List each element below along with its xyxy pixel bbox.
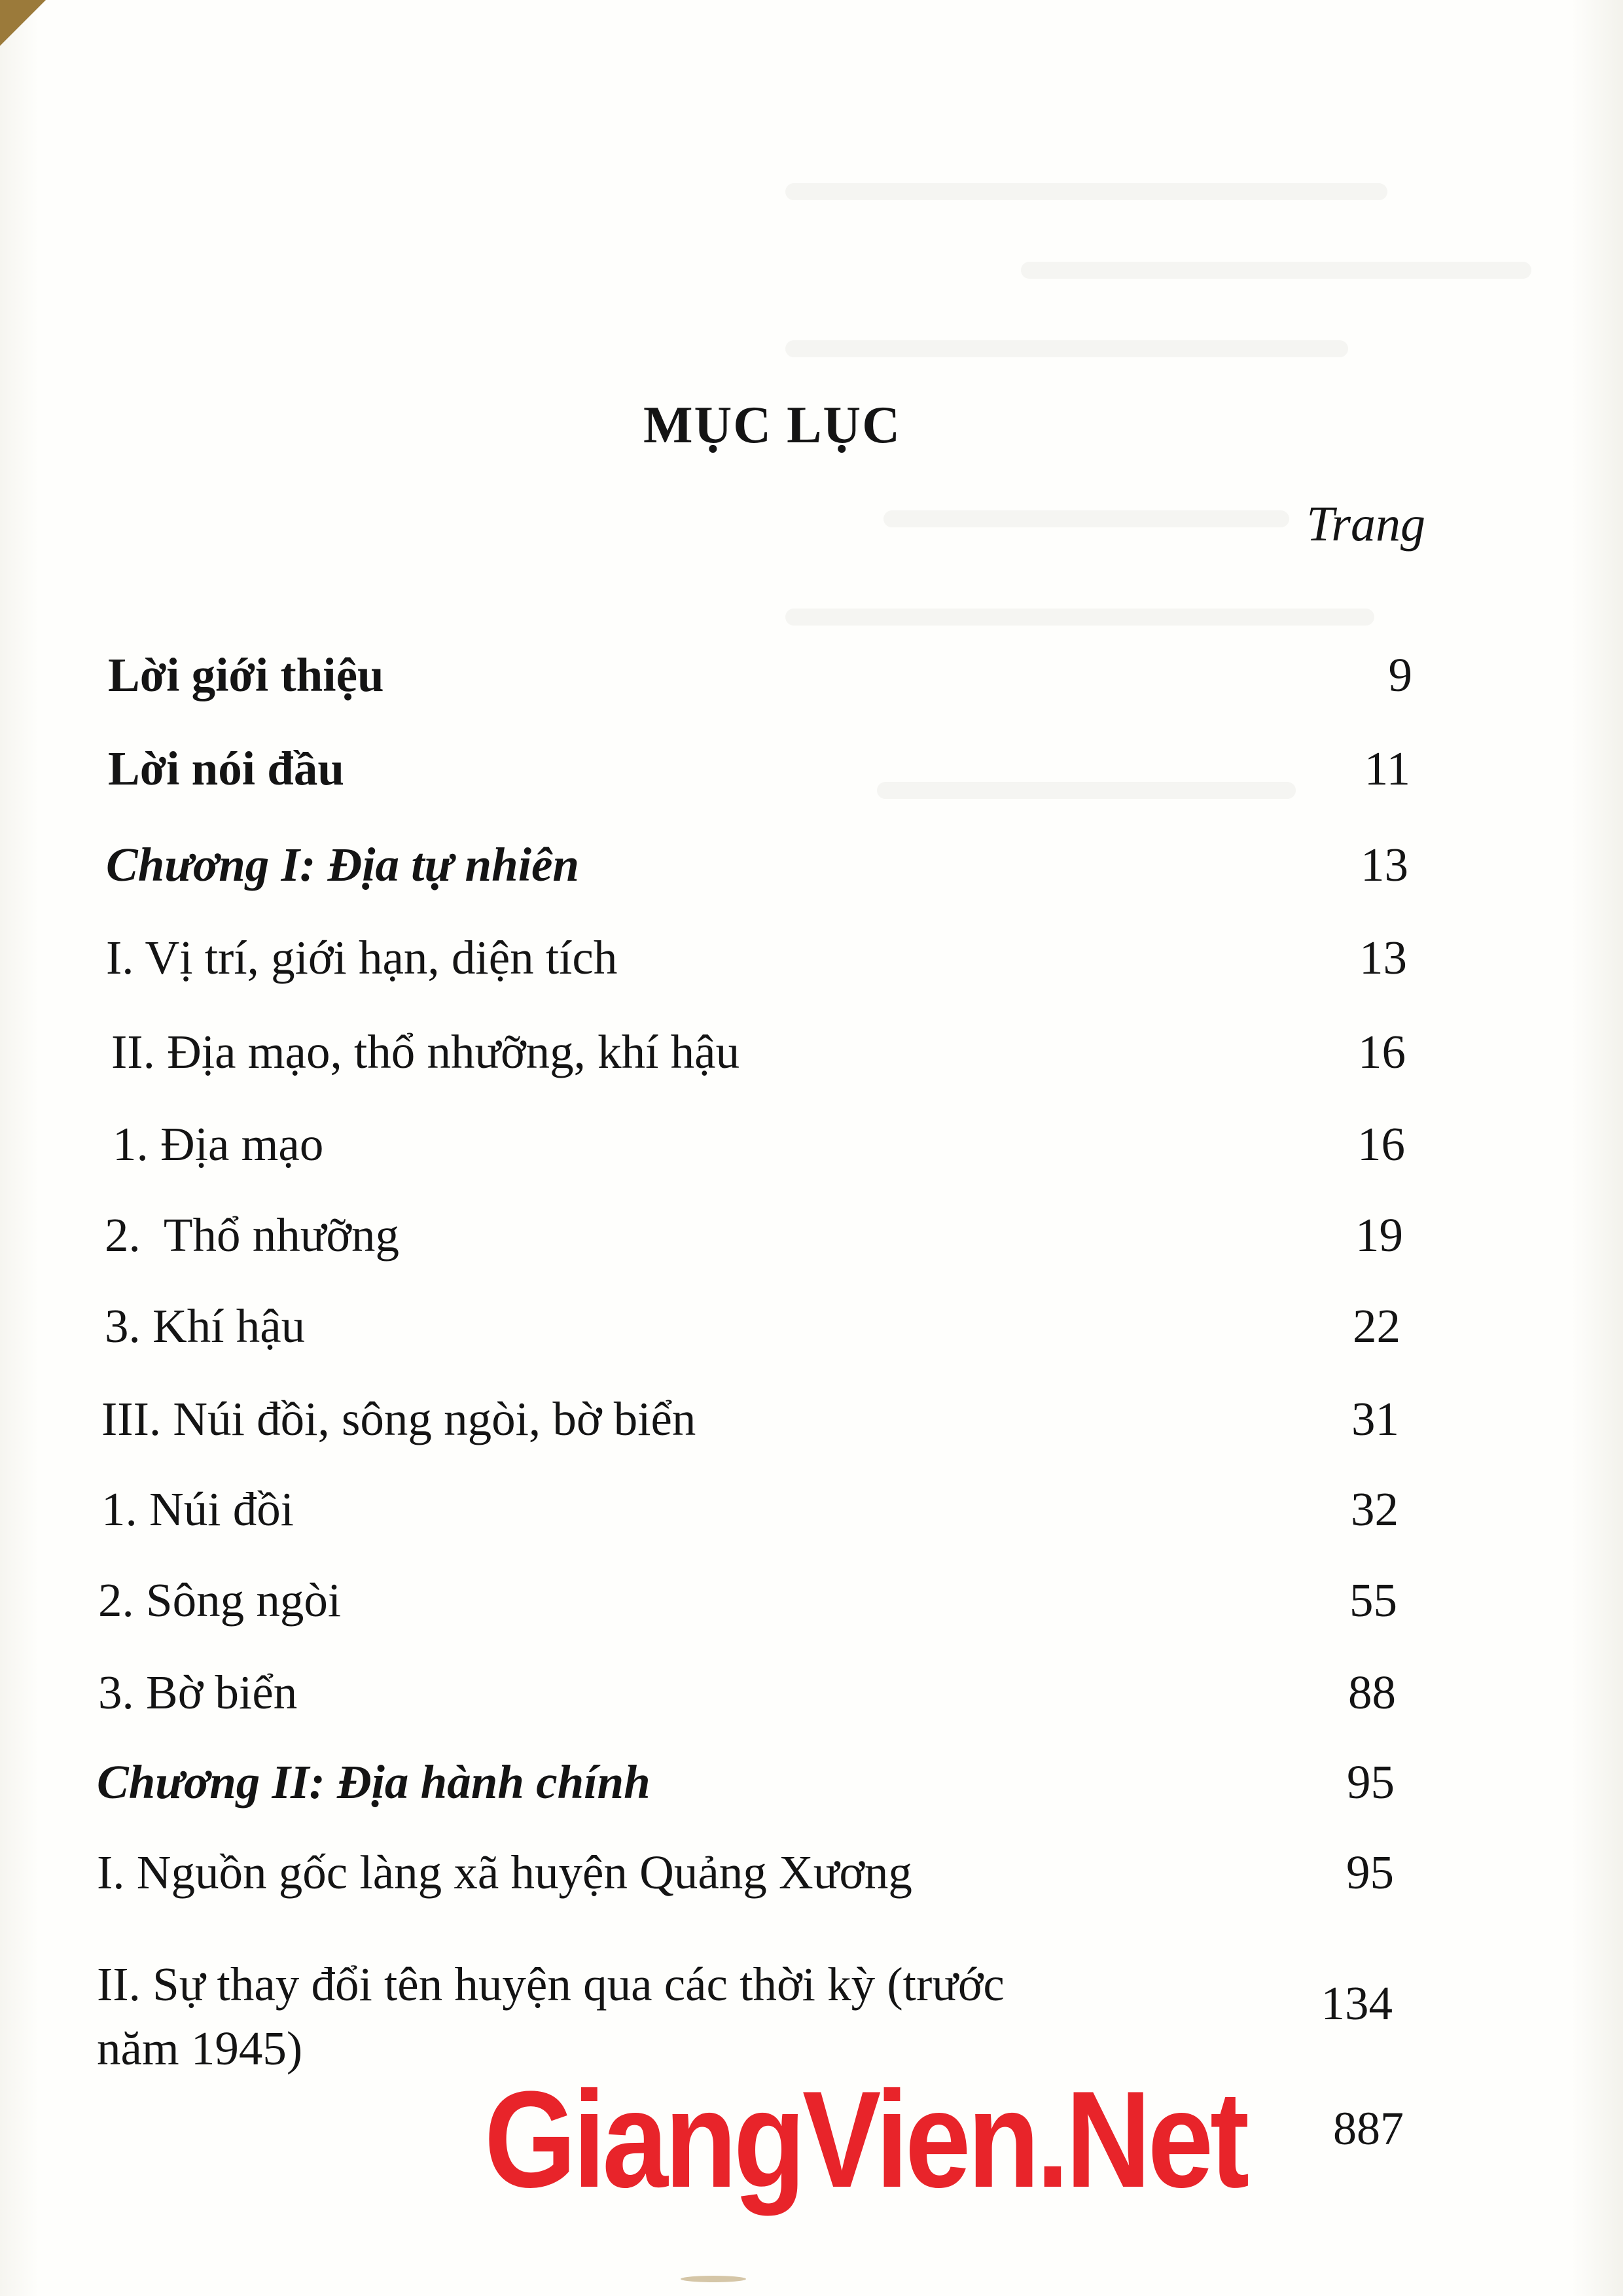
toc-entry — [98, 1665, 1396, 1731]
toc-entry-title: II. Sự thay đổi tên huyện qua các thời kỳ (trước năm 1945) — [97, 1958, 1005, 2075]
toc-heading: MỤC LỤC — [643, 397, 901, 454]
toc-entry-page: 134 — [1321, 1977, 1393, 2030]
toc-entry — [98, 1573, 1397, 1638]
show-through-line — [785, 340, 1348, 357]
toc-entry-title: I. Nguồn gốc làng xã huyện Quảng Xương — [97, 1846, 912, 1899]
toc-entry-title: I. Vị trí, giới hạn, diện tích — [106, 931, 618, 984]
watermark-logo: GiangVien.Net — [484, 2062, 1246, 2216]
toc-entry-title: Lời nói đầu — [108, 742, 344, 795]
toc-entry — [101, 1392, 1399, 1457]
toc-entry-page: 31 — [1351, 1392, 1399, 1445]
toc-entry — [97, 1845, 1394, 1911]
page-number: 887 — [1333, 2102, 1404, 2155]
toc-entry-page: 22 — [1353, 1299, 1400, 1352]
toc-entry-title: Lời giới thiệu — [108, 648, 384, 701]
page-corner-mark — [0, 0, 46, 46]
toc-entry-page: 9 — [1388, 648, 1412, 701]
toc-entry-title: 1. Địa mạo — [113, 1118, 324, 1171]
toc-entry-title: 2. Thổ nhưỡng — [105, 1209, 399, 1262]
toc-entry-page: 88 — [1348, 1666, 1396, 1719]
toc-chapter-title: Chương II: Địa hành chính — [97, 1756, 651, 1809]
toc-entry-page: 32 — [1351, 1483, 1399, 1536]
show-through-line — [1021, 262, 1531, 279]
toc-entry — [101, 1482, 1399, 1547]
toc-entry-page: 95 — [1347, 1756, 1395, 1809]
toc-entry — [106, 930, 1407, 996]
toc-entry — [111, 1025, 1406, 1090]
toc-entry-page: 55 — [1349, 1574, 1397, 1627]
toc-entry-title: III. Núi đồi, sông ngòi, bờ biển — [101, 1392, 696, 1445]
show-through-line — [785, 183, 1387, 200]
toc-chapter-title: Chương I: Địa tự nhiên — [106, 838, 580, 891]
toc-entry-page: 13 — [1359, 931, 1407, 984]
toc-entry-title: 3. Bờ biển — [98, 1666, 298, 1719]
toc-entry — [105, 1208, 1403, 1273]
toc-entry — [97, 1958, 1393, 2075]
toc-chapter — [106, 838, 1408, 903]
toc-entry — [108, 741, 1410, 807]
page-column-label: Trang — [1306, 497, 1425, 552]
toc-entry-page: 13 — [1361, 838, 1408, 891]
toc-entry-title: 3. Khí hậu — [105, 1299, 306, 1352]
page-smudge — [681, 2276, 746, 2282]
toc-entry-page: 19 — [1355, 1209, 1403, 1262]
toc-chapter — [97, 1755, 1395, 1820]
toc-entry-title: 1. Núi đồi — [101, 1483, 294, 1536]
toc-entry — [113, 1117, 1405, 1182]
toc-entry-page: 16 — [1358, 1025, 1406, 1078]
toc-entry — [108, 648, 1412, 713]
toc-entry-page: 16 — [1357, 1118, 1405, 1171]
show-through-line — [785, 609, 1374, 626]
show-through-line — [883, 510, 1289, 527]
toc-entry-page: 95 — [1346, 1846, 1394, 1899]
toc-entry-title: 2. Sông ngòi — [98, 1574, 342, 1627]
toc-entry — [105, 1299, 1400, 1364]
toc-entry-page: 11 — [1364, 742, 1410, 795]
toc-entry-title: II. Địa mạo, thổ nhưỡng, khí hậu — [111, 1025, 740, 1078]
